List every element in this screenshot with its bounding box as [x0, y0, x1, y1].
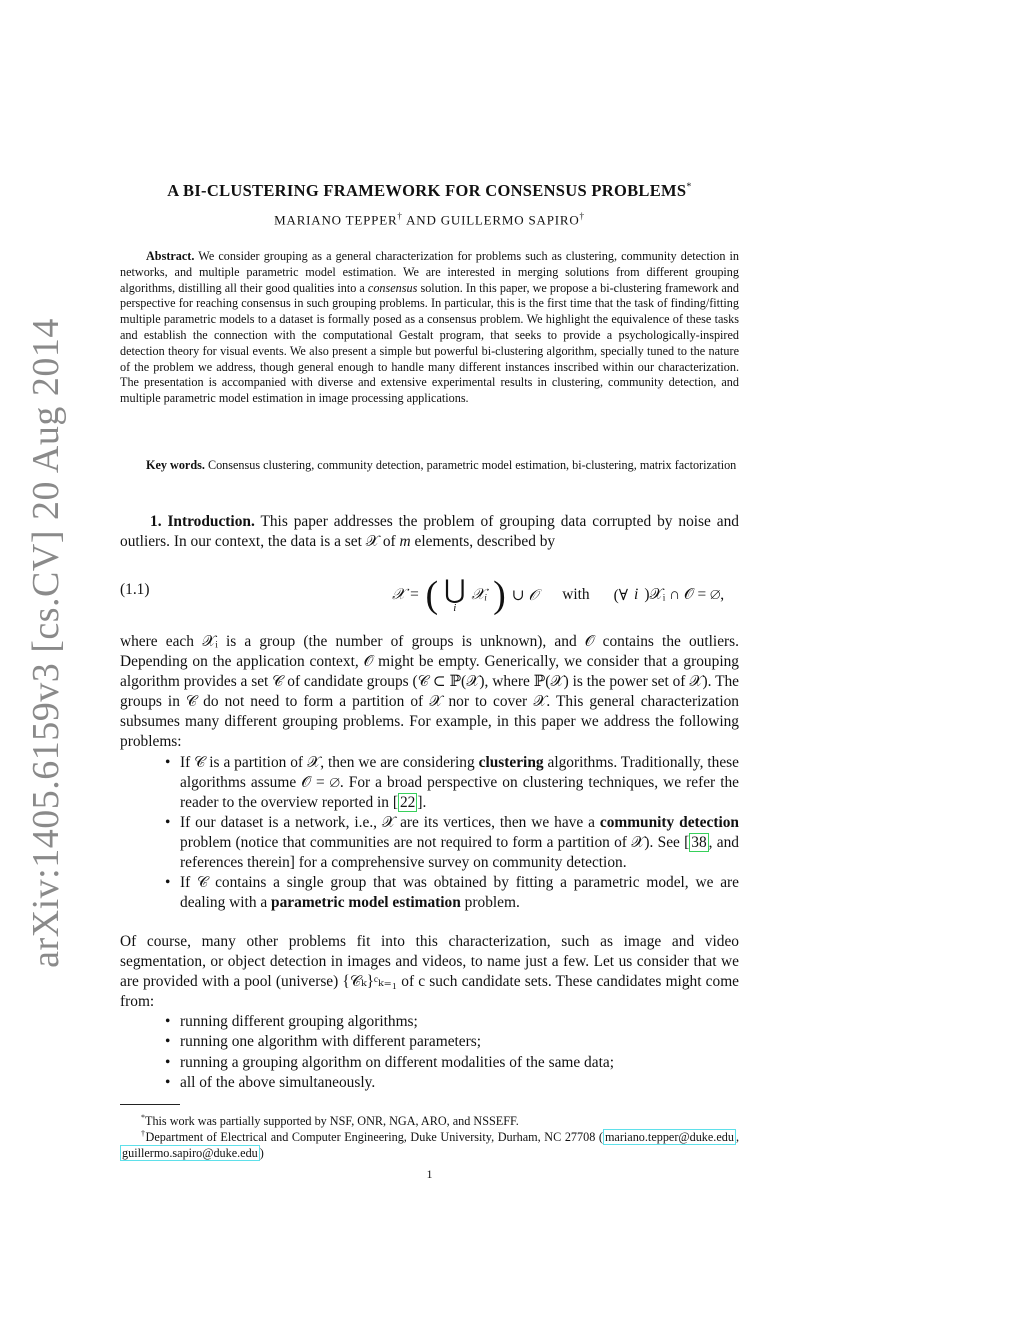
list-item-parametric — [180, 873, 739, 913]
footnote-2-text: Department of Electrical and Computer Engineering, Duke University, Durham, NC 27708 — [145, 1130, 599, 1145]
author-1: MARIANO TEPPER — [274, 212, 398, 228]
big-union-symbol: ⋃ — [444, 575, 466, 604]
bullet-bold: community detection — [599, 813, 739, 831]
list-item: • running one algorithm with different parameters; — [180, 1032, 739, 1052]
introduction-paragraph — [120, 512, 739, 552]
footnote-1-mark: * — [141, 1113, 145, 1122]
paren: ( — [598, 1130, 603, 1145]
paragraph-groups: where each 𝒳ᵢ is a group (the number of groups is unknown), and 𝒪 contains the outliers. Depending on the application context, 𝒪 might be empty. Generically, we consider that a grouping algorithm provides a set 𝒞 of candidate groups (𝒞 ⊂ ℙ(𝒳), where ℙ(𝒳) is the power set of 𝒳). The groups in 𝒞 do not need to form a partition of 𝒳 nor to cover 𝒳. This general characterization subsumes many different grouping problems. For example, in this paper we address the following problems: — [120, 633, 739, 751]
equation-condition-b: i — [634, 586, 639, 603]
bullet-text: problem. — [460, 894, 520, 912]
author-line — [120, 211, 739, 228]
arxiv-sidebar — [22, 317, 70, 968]
bullet-text: problem (notice that communities are not required to form a partition of 𝒳). See [ — [180, 833, 690, 851]
list-item-clustering: • If 𝒞 is a partition of 𝒳, then we are considering clustering algorithms. Traditionally, these algorithms assume 𝒪 = ∅. For a broad perspective on clustering techniques, we refer the reader to the overview reported in [ 22 ]. — [180, 753, 739, 813]
paren: ) — [259, 1146, 264, 1161]
intro-text-3: elements, described by — [410, 533, 556, 551]
author-1-mark: † — [397, 211, 403, 221]
bullet-bold: parametric model estimation — [271, 894, 461, 912]
equation-right-paren: ) — [493, 574, 506, 616]
paragraph-candidates: Of course, many other problems fit into this characterization, such as image and video segmentation, or object detection in images and videos, to name just a few. Let us consider that we are provided with a pool (universe) {𝒞ₖ}ᶜₖ₌₁ of c such candidate sets. These candidates might come from: — [120, 933, 739, 1011]
abstract-emphasis: consensus — [367, 280, 418, 295]
footnote-2-mark: † — [141, 1129, 146, 1138]
intro-text-1: This paper addresses the problem of grouping data corrupted by noise and outliers. In our context, the data is a set — [120, 513, 739, 551]
section-heading: 1. Introduction. — [150, 513, 255, 530]
equation-lhs: 𝒳 = — [392, 586, 420, 603]
keywords-label: Key words. — [146, 458, 205, 472]
title-text: A BI-CLUSTERING FRAMEWORK FOR CONSENSUS PROBLEMS — [167, 181, 687, 200]
equation-1-1 — [120, 565, 739, 625]
intro-m-symbol: m — [399, 533, 411, 551]
intro-text-2: of — [379, 533, 400, 551]
email-link-tepper[interactable]: mariano.tepper@duke.edu — [604, 1130, 734, 1145]
paper-title — [120, 181, 739, 201]
email-link-sapiro[interactable]: guillermo.sapiro@duke.edu — [122, 1146, 258, 1161]
equation-number: (1.1) — [120, 581, 150, 598]
separator: , — [735, 1130, 739, 1145]
big-union-operator — [444, 577, 465, 613]
equation-left-paren: ( — [425, 574, 439, 616]
footnote-affiliation — [120, 1126, 739, 1161]
bullet-text: If 𝒞 contains a single group that was obtained by fitting a parametric model, we are dealing with a — [180, 874, 739, 912]
bullet-text: If our dataset is a network, i.e., 𝒳 are its vertices, then we have a — [180, 813, 600, 831]
equation-tail: ∪ 𝒪 — [511, 586, 539, 604]
bullet-text: algorithms. Traditionally, these algorithms assume 𝒪 = ∅. For a broad perspective on clustering techniques, we refer the reader to the overview reported in — [180, 753, 739, 811]
page-number: 1 — [426, 1167, 433, 1181]
union-index: i — [453, 602, 457, 614]
title-footnote-mark: * — [686, 181, 692, 193]
keywords-text: Consensus clustering, community detection, parametric model estimation, bi-clustering, matrix factorization — [204, 458, 737, 472]
keywords — [120, 458, 739, 474]
intro-set-symbol: 𝒳 — [365, 533, 380, 551]
bullet-text: , and references therein] for a comprehensive survey on community detection. — [180, 833, 739, 872]
list-item: • all of the above simultaneously. — [180, 1073, 739, 1093]
equation-condition-c: )𝒳ᵢ ∩ 𝒪 = ∅, — [644, 586, 725, 603]
list-item-community — [180, 813, 739, 873]
candidate-sources — [120, 932, 739, 1093]
abstract-label: Abstract. — [146, 249, 195, 263]
bullet-text: If 𝒞 is a partition of 𝒳, then we are considering — [180, 753, 479, 771]
footnote-1-text: This work was partially supported by NSF, ONR, NGA, ARO, and NSSEFF. — [145, 1114, 519, 1129]
abstract — [120, 249, 739, 407]
author-conjunction: AND — [402, 212, 441, 228]
arxiv-identifier: arXiv:1405.6159v3 [cs.CV] 20 Aug 2014 — [25, 317, 67, 968]
problem-definition — [120, 632, 739, 913]
equation-term: 𝒳ᵢ — [471, 586, 488, 603]
abstract-text-2: solution. In this paper, we propose a bi-clustering framework and perspective for reaching consensus in such grouping problems. In particular, this is the first time that the task of finding/fitting multiple parametric models to a dataset is formally posed as a consensus problem. We highlight the equivalence of these tasks and establish the connection with the computational Gestalt program, that seeks to provide a psychologically-inspired detection theory for visual events. We also present a simple but powerful bi-clustering algorithm, specially tuned to the nature of the problem we address, though general enough to handle many different instances inscribed within our characterization. The presentation is accompanied with diverse and extensive experimental results in clustering, community detection, and multiple parametric model estimation in image processing applications. — [120, 280, 739, 406]
author-2: GUILLERMO SAPIRO — [440, 212, 580, 228]
citation-link-38[interactable]: 38 — [691, 833, 707, 851]
bullet-text: . — [422, 793, 427, 811]
bullet-bold: clustering — [478, 753, 544, 771]
abstract-text-1: We consider grouping as a general characterization for problems such as clustering, community detection in networks, and multiple parametric model estimation. We are interested in merging solutions from different grouping algorithms, distilling all their good qualities into a — [120, 249, 739, 295]
footnote-rule — [120, 1104, 180, 1105]
equation-with: with — [562, 586, 590, 603]
list-item: • running different grouping algorithms; — [180, 1012, 739, 1032]
list-item: • running a grouping algorithm on different modalities of the same data; — [180, 1053, 739, 1073]
candidate-list — [120, 1012, 739, 1092]
author-2-mark: † — [579, 211, 585, 221]
equation-condition-a: (∀ — [613, 586, 629, 604]
equation-expression — [392, 565, 724, 625]
problem-list — [120, 753, 739, 914]
citation-link-22[interactable]: 22 — [399, 793, 416, 811]
